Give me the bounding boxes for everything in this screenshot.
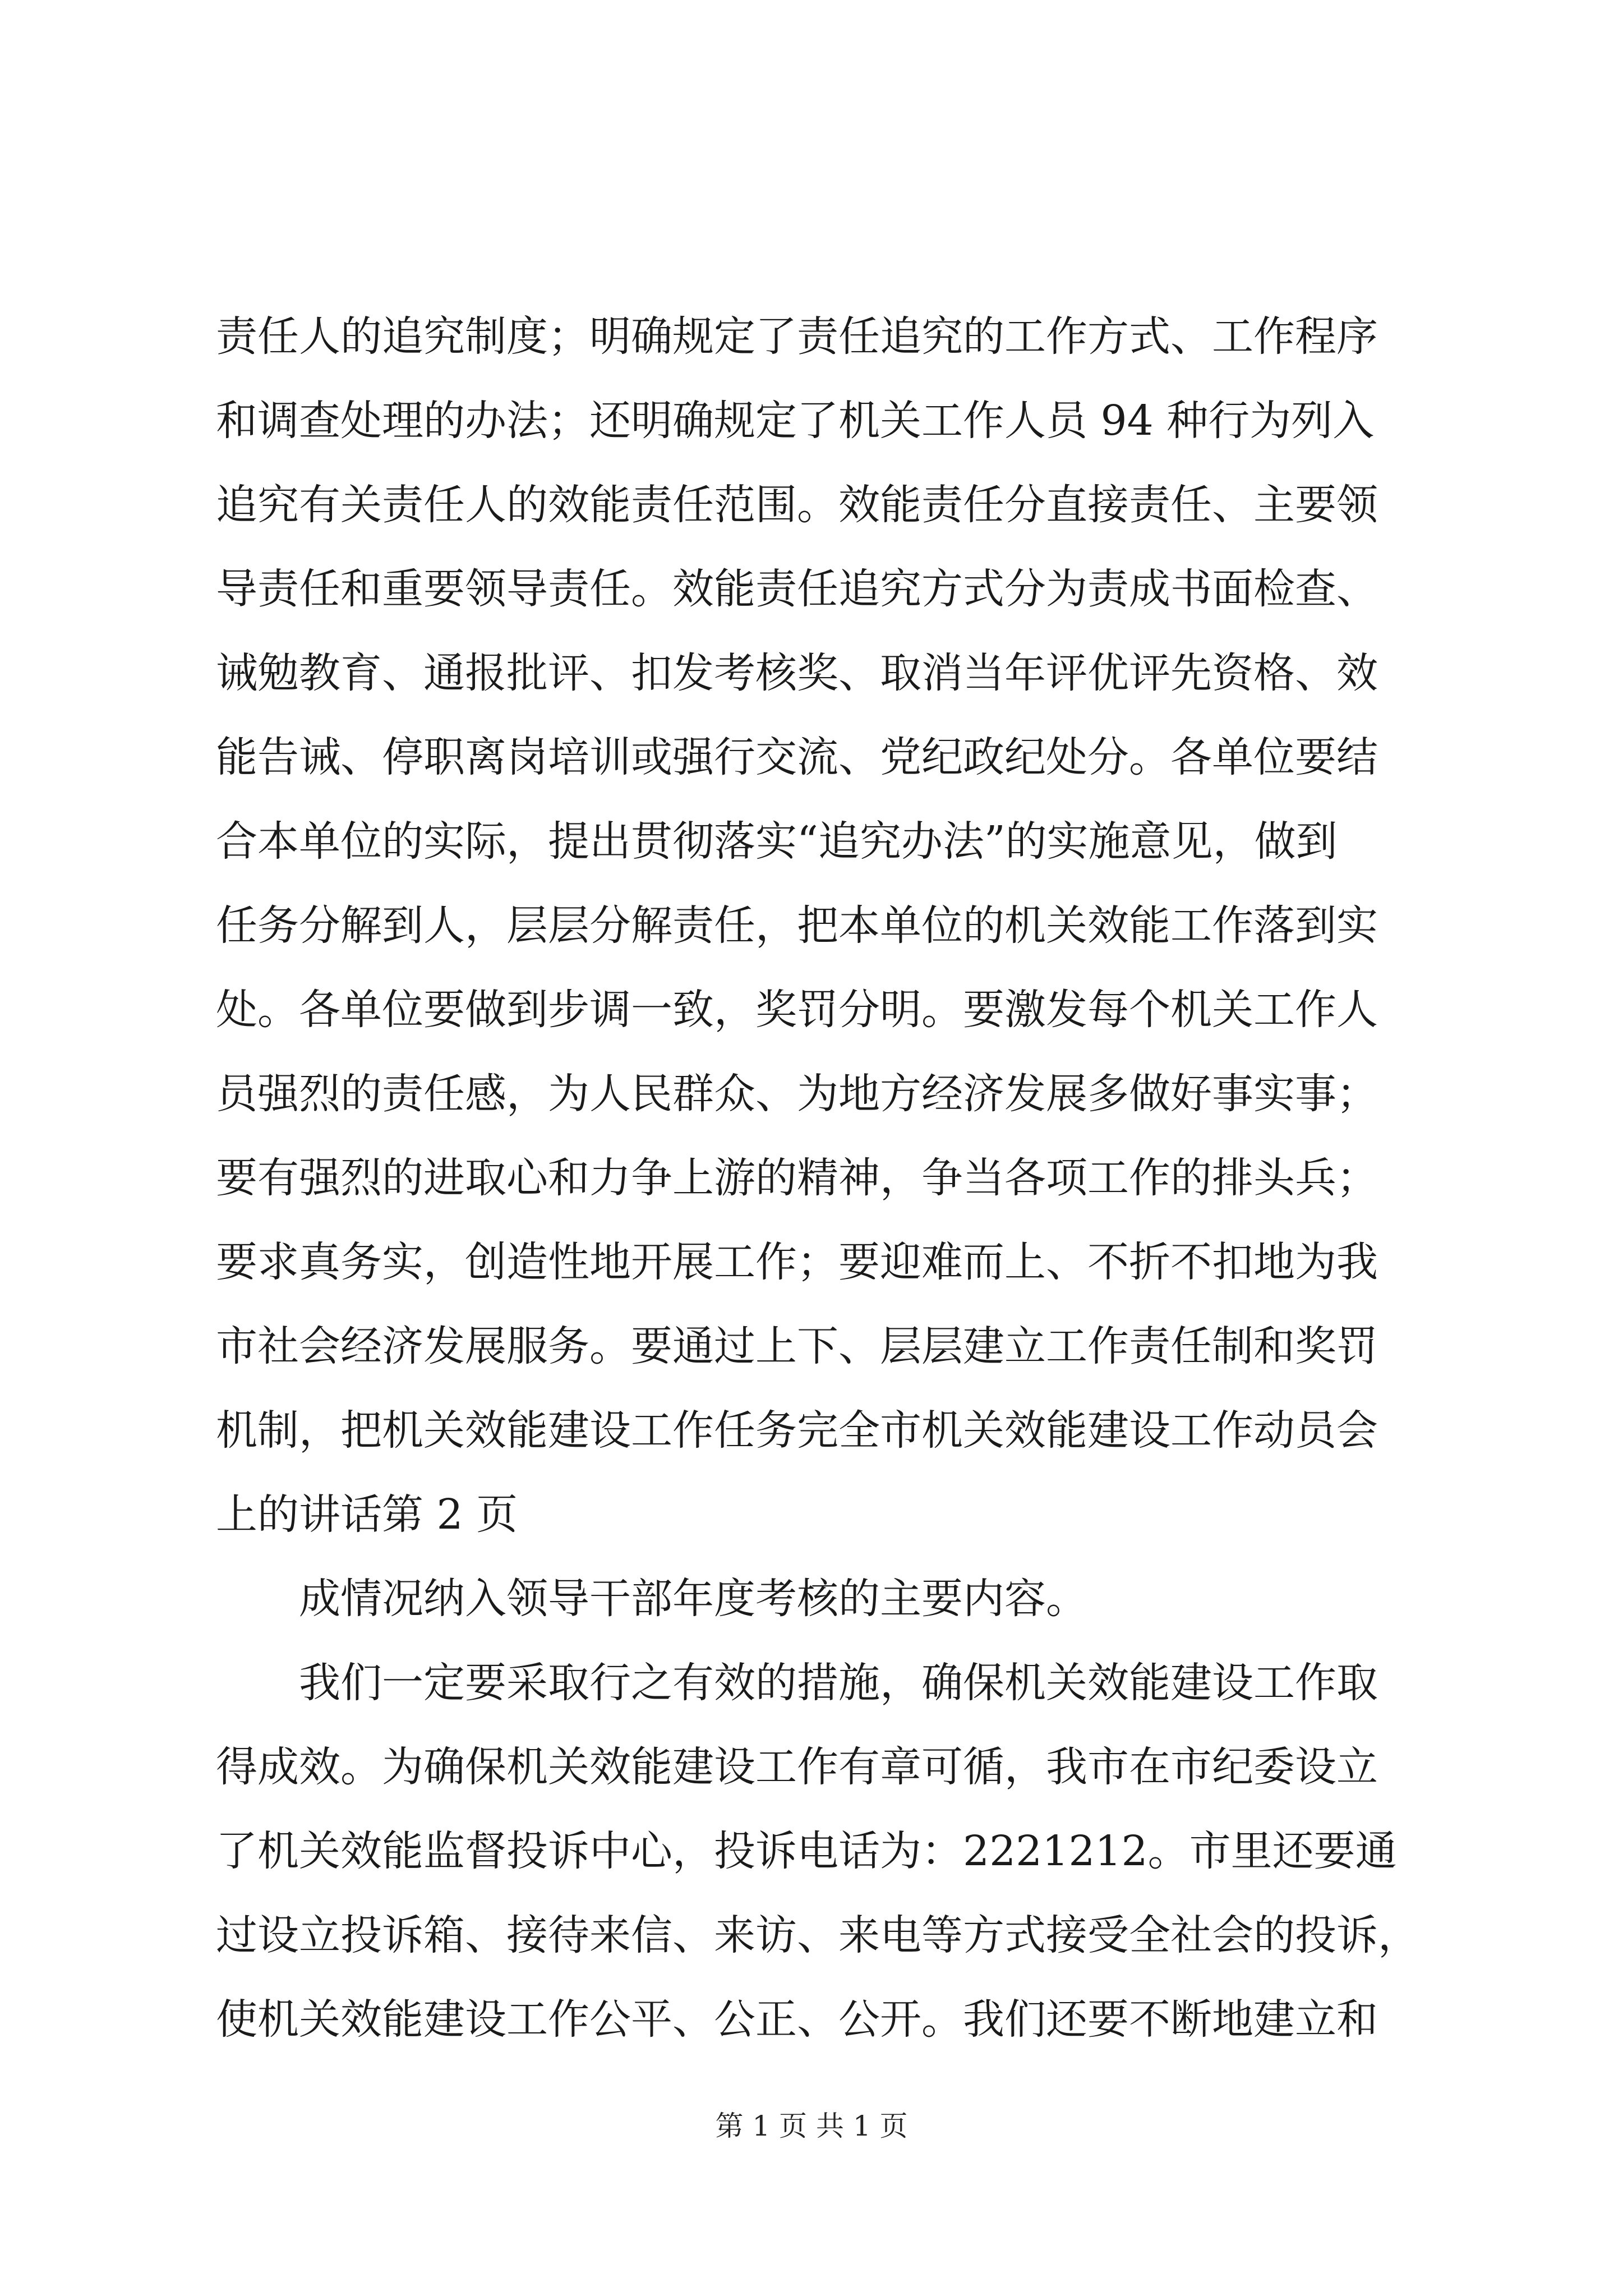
text-line: 员强烈的责任感，为人民群众、为地方经济发展多做好事实事； xyxy=(216,1070,1378,1118)
text-line: 机制，把机关效能建设工作任务完全市机关效能建设工作动员会 xyxy=(216,1406,1378,1455)
text-line: 导责任和重要领导责任。效能责任追究方式分为责成书面检查、 xyxy=(216,565,1378,613)
document-body xyxy=(216,295,1419,2062)
paragraph-start-line: 我们一定要采取行之有效的措施，确保机关效能建设工作取 xyxy=(299,1659,1378,1707)
text-line: 合本单位的实际，提出贯彻落实“追究办法”的实施意见，做到 xyxy=(216,817,1338,866)
text-line: 上的讲话第 2 页 xyxy=(216,1490,518,1539)
text-line: 要有强烈的进取心和力争上游的精神，争当各项工作的排头兵； xyxy=(216,1154,1378,1202)
text-line: 了机关效能监督投诉中心，投诉电话为：2221212。市里还要通 xyxy=(216,1827,1397,1875)
paragraph-start-line: 成情况纳入领导干部年度考核的主要内容。 xyxy=(299,1575,1087,1623)
text-line: 市社会经济发展服务。要通过上下、层层建立工作责任制和奖罚 xyxy=(216,1322,1378,1370)
text-line: 使机关效能建设工作公平、公正、公开。我们还要不断地建立和 xyxy=(216,1995,1378,2044)
text-line: 要求真务实，创造性地开展工作；要迎难而上、不折不扣地为我 xyxy=(216,1238,1378,1286)
text-line: 处。各单位要做到步调一致，奖罚分明。要激发每个机关工作人 xyxy=(216,986,1378,1034)
text-line: 责任人的追究制度；明确规定了责任追究的工作方式、工作程序 xyxy=(216,312,1378,361)
text-line: 诫勉教育、通报批评、扣发考核奖、取消当年评优评先资格、效 xyxy=(216,649,1378,697)
page-number-footer: 第 1 页 共 1 页 xyxy=(715,2110,908,2142)
text-line: 和调查处理的办法；还明确规定了机关工作人员 94 种行为列入 xyxy=(216,397,1375,445)
text-line: 任务分解到人，层层分解责任，把本单位的机关效能工作落到实 xyxy=(216,901,1378,950)
text-line: 过设立投诉箱、接待来信、来访、来电等方式接受全社会的投诉， xyxy=(216,1911,1419,1959)
text-line: 能告诫、停职离岗培训或强行交流、党纪政纪处分。各单位要结 xyxy=(216,733,1378,781)
text-line: 得成效。为确保机关效能建设工作有章可循，我市在市纪委设立 xyxy=(216,1743,1378,1791)
text-line: 追究有关责任人的效能责任范围。效能责任分直接责任、主要领 xyxy=(216,481,1378,529)
